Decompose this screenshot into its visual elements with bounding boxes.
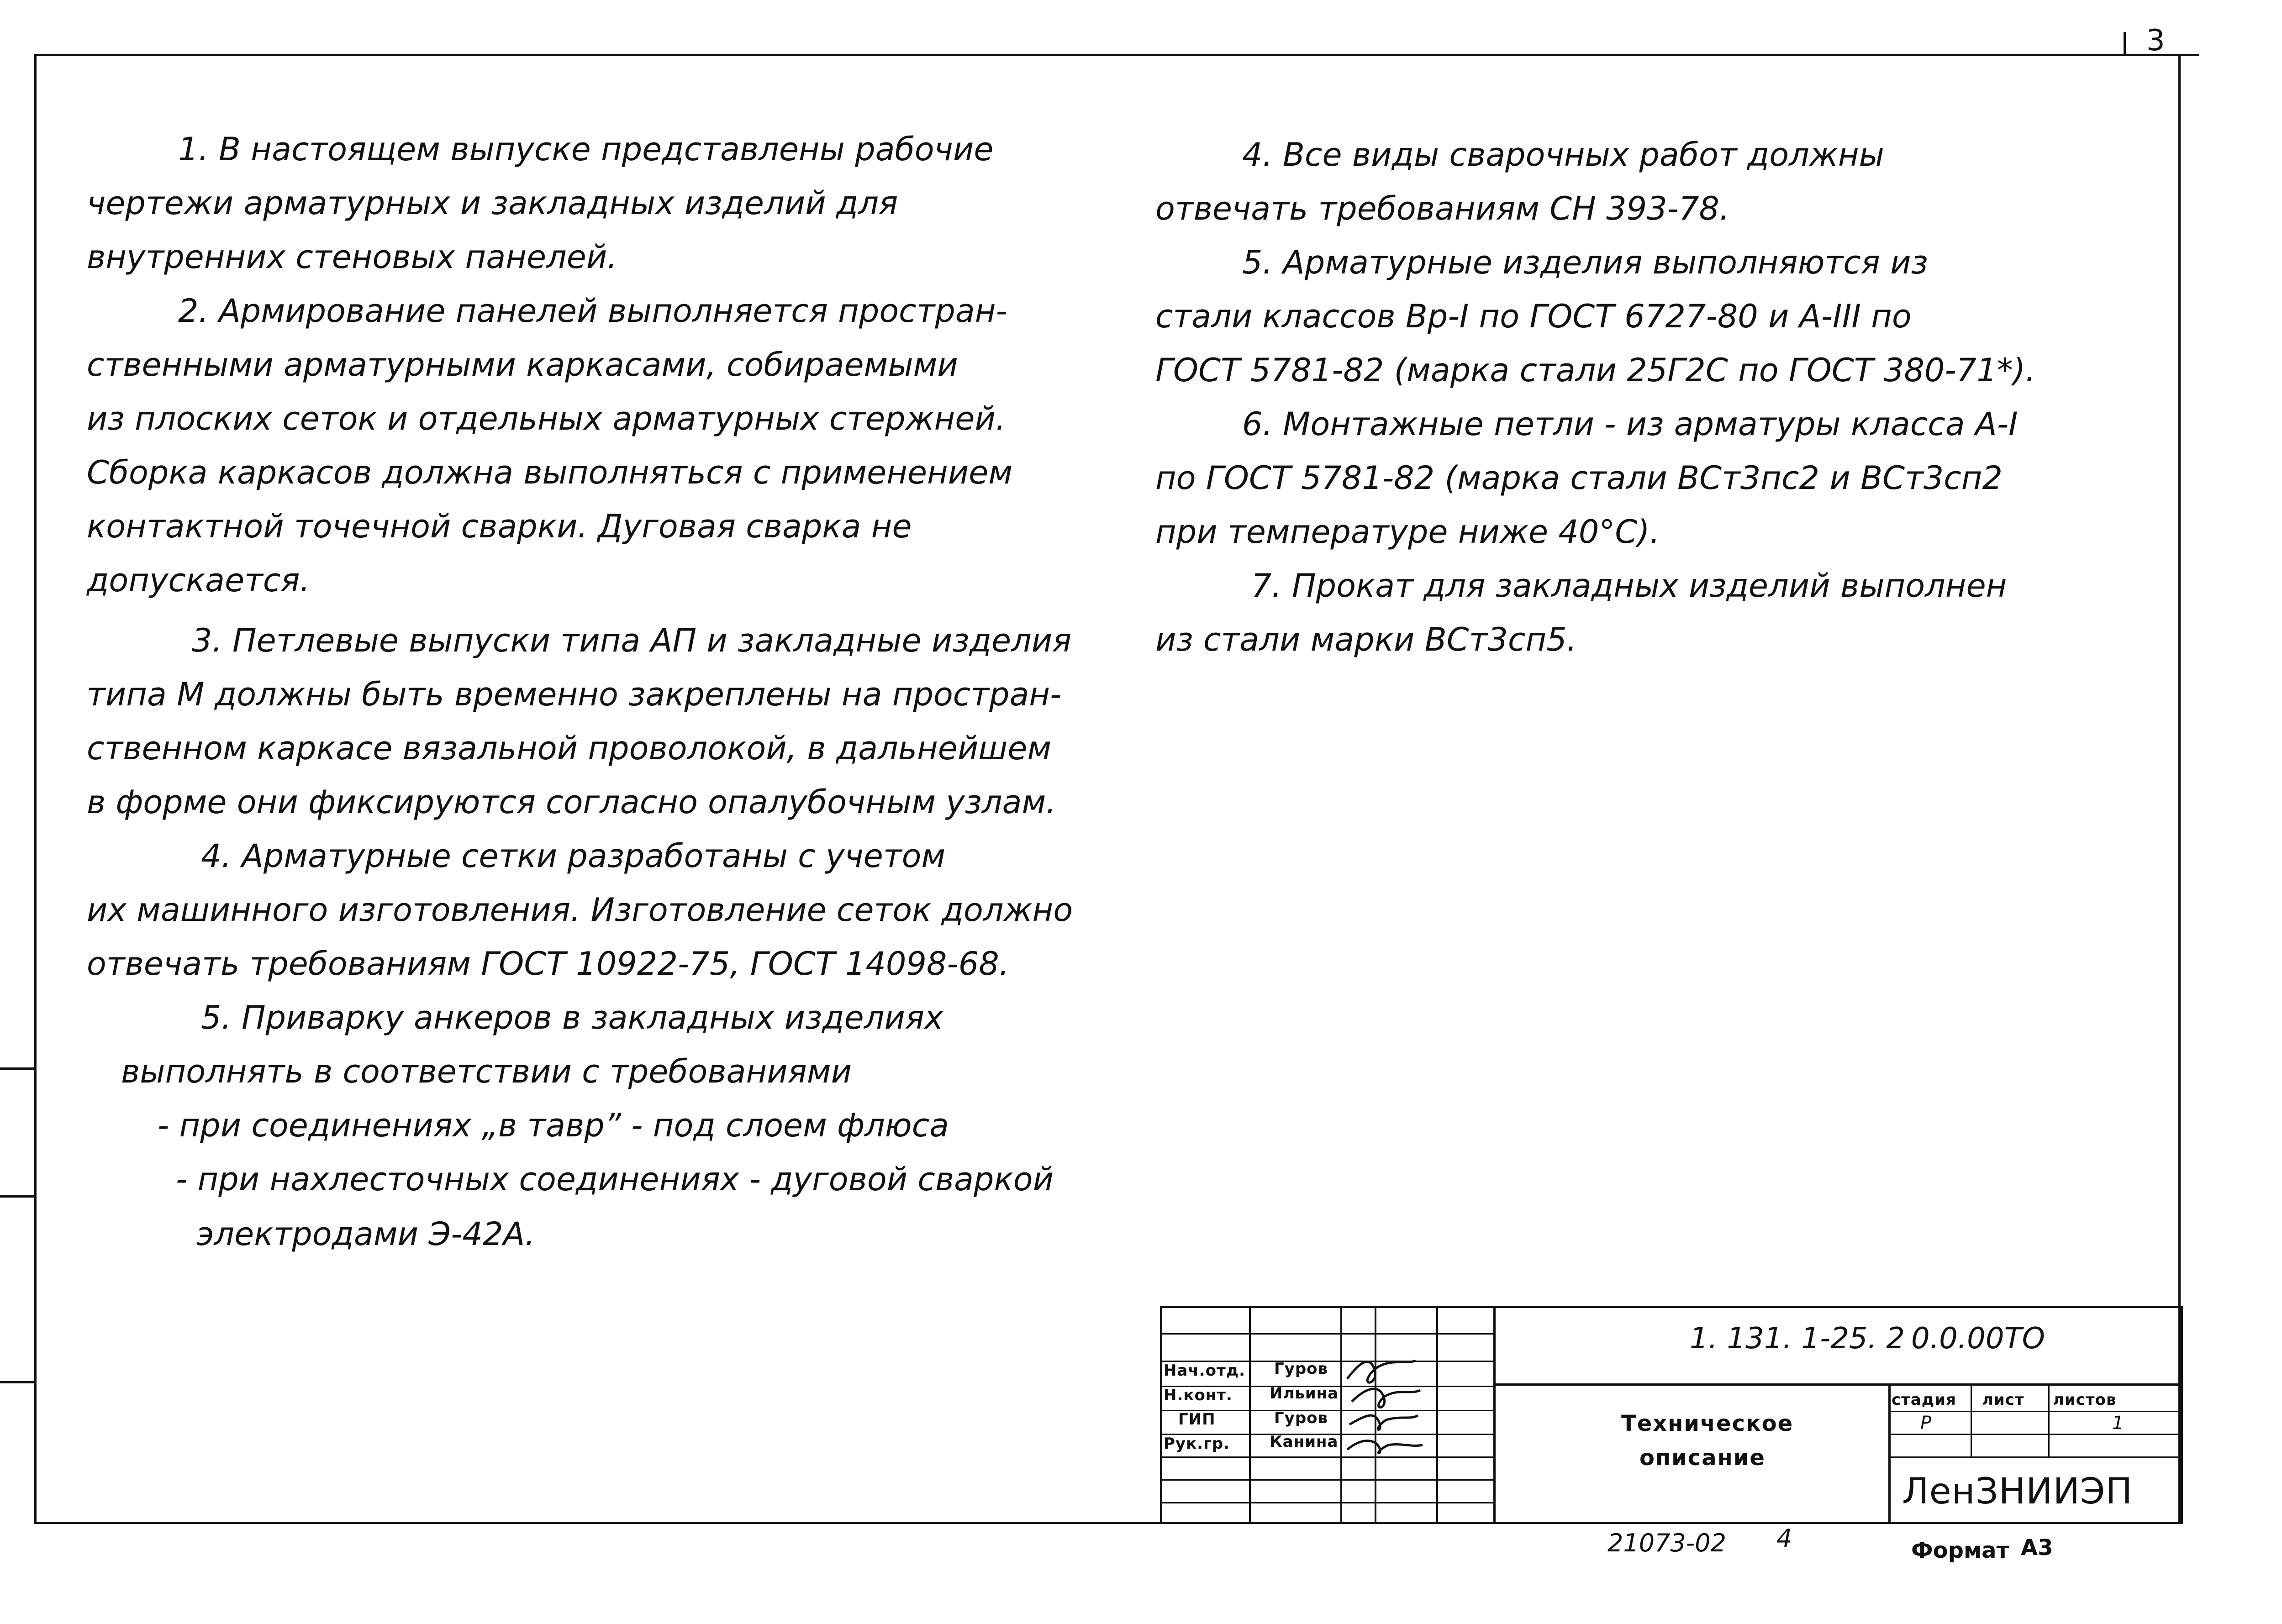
role-cell: Рук.гр.: [1164, 1435, 1230, 1453]
note-line: стали классов Вр-I по ГОСТ 6727-80 и А-III по: [1155, 298, 1912, 335]
note-line: в форме они фиксируются согласно опалубочным узлам.: [87, 783, 1056, 821]
binding-tick: [0, 1067, 34, 1070]
note-line: 1. В настоящем выпуске представлены рабочие: [178, 131, 994, 168]
note-line: при температуре ниже 40°С).: [1155, 513, 1660, 551]
note-line: допускается.: [87, 562, 310, 599]
binding-tick: [0, 1381, 34, 1383]
note-line: ственными арматурными каркасами, собираемыми: [87, 346, 958, 384]
document-suffix: 0.0.00ТО: [1911, 1322, 2045, 1356]
note-line: отвечать требованиям СН 393-78.: [1155, 190, 1730, 227]
stage-header: стадия: [1892, 1391, 1956, 1409]
stage-value: Р: [1920, 1413, 1932, 1434]
note-line: 3. Петлевые выпуски типа АП и закладные изделия: [192, 622, 1072, 659]
note-line: 7. Прокат для закладных изделий выполнен: [1251, 567, 2007, 604]
note-line: выполнять в соответствии с требованиями: [121, 1053, 852, 1090]
role-cell: Н.конт.: [1164, 1386, 1233, 1404]
inventory-page: 4: [1776, 1524, 1792, 1553]
note-line: - при нахлесточных соединениях - дуговой сваркой: [176, 1161, 1054, 1198]
title-block: [1160, 1306, 2183, 1524]
note-line: - при соединениях „в тавр” - под слоем флюса: [158, 1107, 949, 1144]
note-line: ГОСТ 5781-82 (марка стали 25Г2С по ГОСТ 380-71*).: [1155, 352, 2036, 389]
document-title: Техническое: [1621, 1411, 1794, 1436]
note-line: электродами Э-42А.: [196, 1215, 535, 1253]
name-cell: Гуров: [1274, 1360, 1328, 1378]
note-line: внутренних стеновых панелей.: [87, 238, 617, 276]
sheets-header: листов: [2053, 1391, 2117, 1409]
format-label: Формат: [1911, 1538, 2009, 1563]
sheets-value: 1: [2112, 1413, 2124, 1434]
note-line: 4. Арматурные сетки разработаны с учетом: [201, 837, 946, 875]
organization-name: ЛенЗНИИЭП: [1902, 1471, 2133, 1512]
signature-scribble: [1343, 1351, 1425, 1461]
note-line: из плоских сеток и отдельных арматурных стержней.: [87, 400, 1006, 437]
sheet-number: 3: [2146, 24, 2165, 58]
note-line: по ГОСТ 5781-82 (марка стали ВСт3пс2 и ВСт3сп2: [1155, 459, 2003, 497]
note-line: 6. Монтажные петли - из арматуры класса А-I: [1242, 405, 2018, 443]
note-line: типа М должны быть временно закреплены на простран-: [87, 676, 1062, 713]
inventory-number: 21073-02: [1607, 1529, 1726, 1557]
note-line: 5. Арматурные изделия выполняются из: [1242, 244, 1928, 281]
binding-tick: [0, 1195, 34, 1198]
document-code: 1. 131. 1-25. 2: [1690, 1322, 1905, 1356]
note-line: из стали марки ВСт3сп5.: [1155, 621, 1577, 658]
note-line: 2. Армирование панелей выполняется простран-: [178, 292, 1007, 330]
role-cell: Нач.отд.: [1164, 1361, 1246, 1380]
note-line: контактной точечной сварки. Дуговая сварка не: [87, 508, 912, 545]
format-value: А3: [2021, 1535, 2053, 1561]
note-line: отвечать требованиям ГОСТ 10922-75, ГОСТ 14098-68.: [87, 945, 1010, 983]
note-line: чертежи арматурных и закладных изделий для: [87, 184, 898, 222]
note-line: их машинного изготовления. Изготовление сеток должно: [87, 891, 1073, 929]
note-line: ственном каркасе вязальной проволокой, в дальнейшем: [87, 730, 1052, 767]
document-title: описание: [1639, 1445, 1766, 1471]
role-cell: ГИП: [1178, 1410, 1216, 1429]
name-cell: Гуров: [1274, 1409, 1328, 1427]
sheet-header: лист: [1982, 1391, 2024, 1409]
sheet-number-bar: [2124, 32, 2126, 56]
note-line: 5. Приварку анкеров в закладных изделиях: [201, 999, 943, 1036]
name-cell: Ильина: [1270, 1384, 1339, 1403]
note-line: Сборка каркасов должна выполняться с применением: [87, 454, 1013, 491]
note-line: 4. Все виды сварочных работ должны: [1242, 136, 1884, 173]
name-cell: Канина: [1270, 1433, 1339, 1451]
